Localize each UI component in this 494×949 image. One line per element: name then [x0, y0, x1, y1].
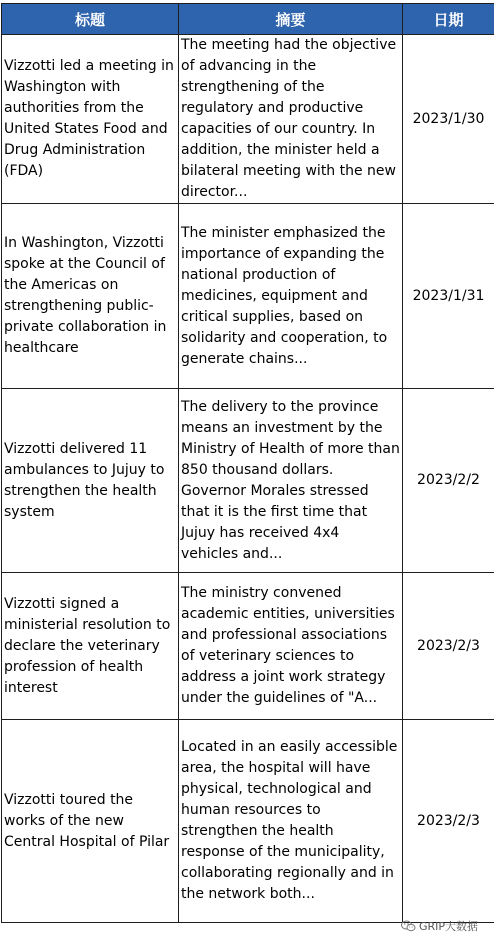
cell-summary: The minister emphasized the importance of expanding the national production of medicines, equipment and critical supplies, based on solidarity and cooperation, to generate chains... [179, 204, 403, 389]
watermark-text: GRIP大数据 [418, 920, 478, 933]
cell-date: 2023/1/31 [403, 204, 494, 389]
cell-date: 2023/2/3 [403, 720, 494, 923]
cell-title: Vizzotti led a meeting in Washington with authorities from the United States Food and Drug Administration (FDA) [2, 35, 179, 204]
cell-title: In Washington, Vizzotti spoke at the Council of the Americas on strengthening public-private collaboration in healthcare [2, 204, 179, 389]
news-table [1, 3, 494, 923]
cell-date: 2023/2/2 [403, 389, 494, 573]
header-row [2, 4, 494, 35]
table-row [2, 204, 494, 389]
cell-date: 2023/1/30 [403, 35, 494, 204]
column-header-title: 标题 [2, 4, 179, 35]
cell-summary: The delivery to the province means an investment by the Ministry of Health of more than 850 thousand dollars. Governor Morales stressed that it is the first time that Jujuy has received 4x4 vehicles and... [179, 389, 403, 573]
table-row [2, 35, 494, 204]
wechat-icon [401, 920, 416, 932]
watermark [401, 918, 478, 934]
cell-title: Vizzotti signed a ministerial resolution to declare the veterinary profession of health interest [2, 573, 179, 720]
column-header-summary: 摘要 [179, 4, 403, 35]
cell-summary: The meeting had the objective of advancing in the strengthening of the regulatory and productive capacities of our country. In addition, the minister held a bilateral meeting with the new director... [179, 35, 403, 204]
column-header-date: 日期 [403, 4, 494, 35]
cell-summary: The ministry convened academic entities, universities and professional associations of veterinary sciences to address a joint work strategy under the guidelines of "A... [179, 573, 403, 720]
cell-title: Vizzotti toured the works of the new Central Hospital of Pilar [2, 720, 179, 923]
table-row [2, 573, 494, 720]
cell-summary: Located in an easily accessible area, the hospital will have physical, technological and human resources to strengthen the health response of the municipality, collaborating regionally and in the network both... [179, 720, 403, 923]
cell-title: Vizzotti delivered 11 ambulances to Jujuy to strengthen the health system [2, 389, 179, 573]
table-row [2, 720, 494, 923]
table-row [2, 389, 494, 573]
cell-date: 2023/2/3 [403, 573, 494, 720]
